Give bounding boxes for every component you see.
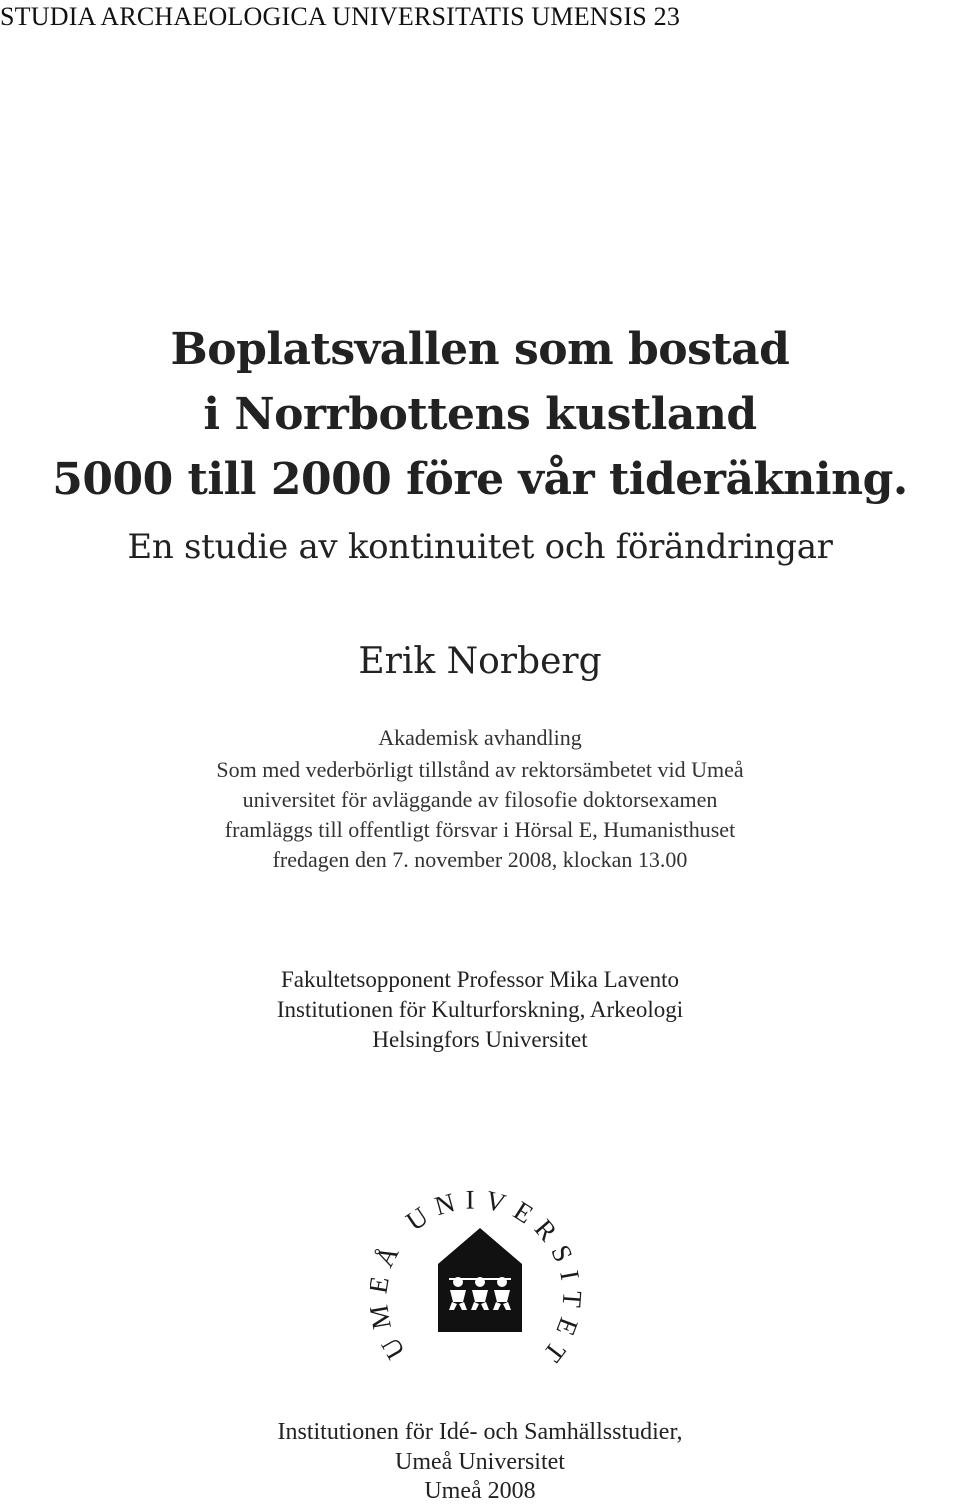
- opponent-line-1: Fakultetsopponent Professor Mika Lavento: [281, 967, 679, 992]
- institution-line-3: Umeå 2008: [424, 1478, 536, 1504]
- dissertation-line-2: Som med vederbörligt tillstånd av rektorsämbetet vid Umeå: [216, 757, 744, 782]
- institution-line-2: Umeå Universitet: [395, 1449, 565, 1475]
- svg-text:UMEÅ UNIVERSITET: U Å UNIVERSITET: [370, 1184, 588, 1375]
- university-house-emblem: [438, 1228, 522, 1332]
- dissertation-line-1: Akademisk avhandling: [378, 725, 582, 750]
- opponent-line-3: Helsingfors Universitet: [372, 1027, 588, 1052]
- institution-line-1: Institutionen för Idé- och Samhällsstudier,: [277, 1419, 683, 1445]
- dissertation-line-4: framläggs till offentligt försvar i Hörsal E, Humanisthuset: [224, 817, 736, 842]
- opponent-line-2: Institutionen för Kulturforskning, Arkeologi: [276, 997, 684, 1022]
- book-title-line-1: Boplatsvallen som bostad: [170, 324, 790, 375]
- university-logo: [370, 1180, 590, 1380]
- book-subtitle: En studie av kontinuitet och förändringar: [127, 527, 833, 567]
- dissertation-line-5: fredagen den 7. november 2008, klockan 13.00: [272, 847, 688, 872]
- book-title-line-3: 5000 till 2000 före vår tideräkning.: [52, 454, 908, 505]
- series-title: STUDIA ARCHAEOLOGICA UNIVERSITATIS UMENSIS 23: [0, 2, 681, 31]
- dissertation-line-3: universitet för avläggande av filosofie doktorsexamen: [242, 787, 718, 812]
- book-title-line-2: i Norrbottens kustland: [203, 389, 757, 440]
- author-name: Erik Norberg: [358, 641, 602, 682]
